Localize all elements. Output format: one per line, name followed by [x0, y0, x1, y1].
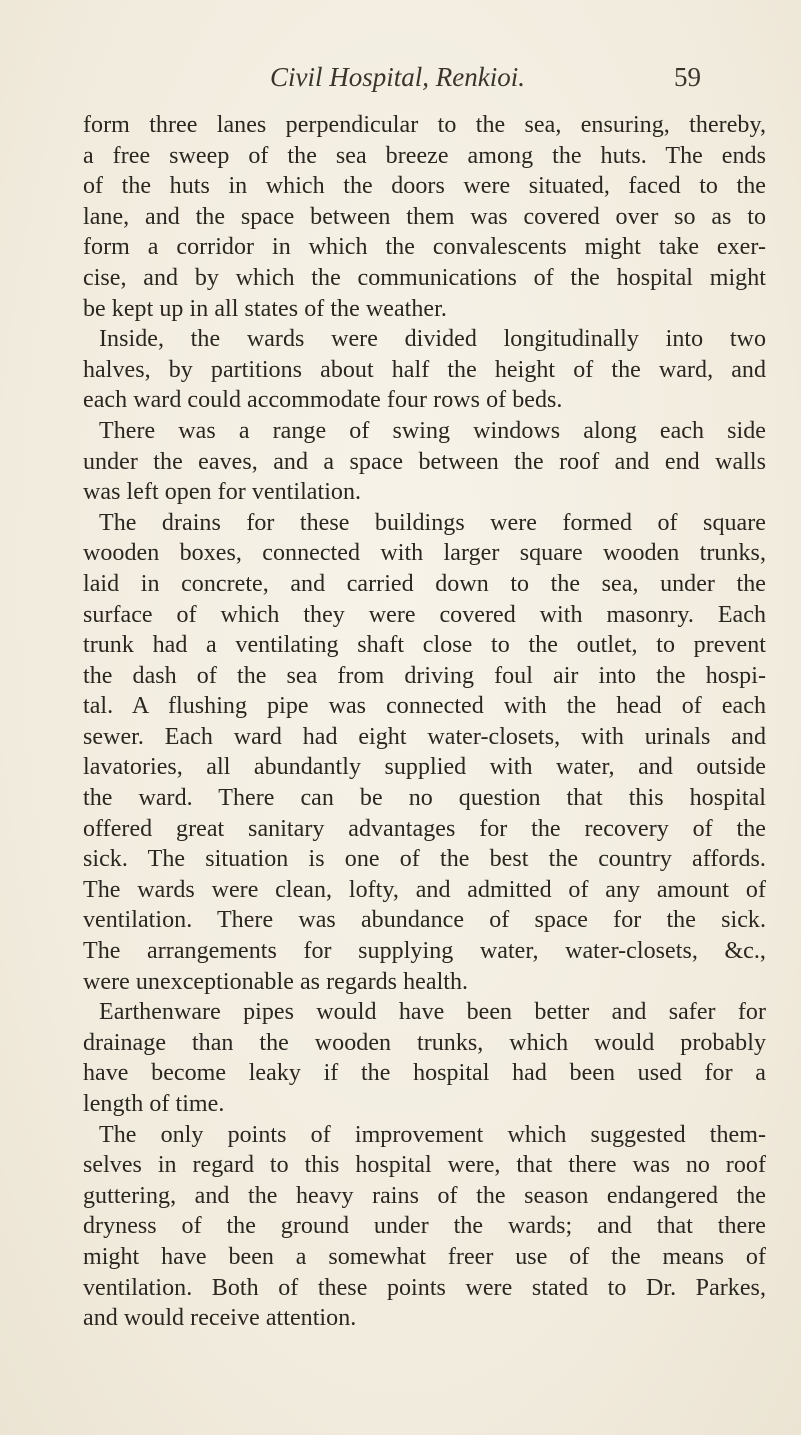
body-text — [83, 110, 766, 1334]
text-line: dryness of the ground under the wards; and that there — [83, 1213, 766, 1240]
text-line: The only points of improvement which suggested them- — [99, 1121, 766, 1148]
text-line: There was a range of swing windows along each side — [99, 417, 766, 444]
text-line: offered great sanitary advantages for the recovery of the — [83, 815, 766, 842]
text-line: guttering, and the heavy rains of the season endangered the — [83, 1182, 766, 1209]
text-line: were unexceptionable as regards health. — [83, 968, 469, 995]
paragraph — [83, 324, 766, 416]
text-line: tal. A flushing pipe was connected with the head of each — [83, 693, 766, 720]
text-line: was left open for ventilation. — [83, 479, 362, 506]
text-line: drainage than the wooden trunks, which would probably — [83, 1029, 766, 1056]
text-line: The drains for these buildings were formed of square — [99, 509, 766, 536]
text-line: form three lanes perpendicular to the sea, ensuring, thereby, — [83, 112, 766, 138]
text-line: Inside, the wards were divided longitudinally into two — [99, 326, 766, 353]
text-line: under the eaves, and a space between the roof and end walls — [83, 448, 766, 475]
text-line: selves in regard to this hospital were, that there was no roof — [83, 1152, 766, 1179]
text-line: lavatories, all abundantly supplied with water, and outside — [83, 754, 766, 781]
running-head — [0, 62, 801, 102]
text-line: The arrangements for supplying water, water-closets, &c., — [83, 938, 766, 965]
text-line: sick. The situation is one of the best the country affords. — [83, 846, 766, 873]
text-line: length of time. — [83, 1091, 225, 1117]
text-line: cise, and by which the communications of the hospital might — [83, 264, 766, 291]
text-line: form a corridor in which the convalescents might take exer- — [83, 234, 766, 261]
paragraph — [83, 997, 766, 1119]
text-line: sewer. Each ward had eight water-closets, with urinals and — [83, 723, 766, 750]
running-title: Civil Hospital, Renkioi. — [270, 62, 525, 92]
text-line: of the huts in which the doors were situated, faced to the — [83, 173, 766, 200]
text-line: might have been a somewhat freer use of the means of — [83, 1243, 766, 1270]
text-line: the ward. There can be no question that this hospital — [83, 785, 766, 812]
text-line: Earthenware pipes would have been better and safer for — [99, 999, 766, 1026]
text-line: and would receive attention. — [83, 1305, 357, 1332]
text-line: the dash of the sea from driving foul air into the hospi- — [83, 662, 766, 689]
text-line: The wards were clean, lofty, and admitted of any amount of — [83, 876, 766, 903]
paragraph — [83, 110, 766, 324]
text-line: halves, by partitions about half the height of the ward, and — [83, 356, 766, 383]
text-line: ventilation. Both of these points were stated to Dr. Parkes, — [83, 1274, 766, 1301]
text-line: surface of which they were covered with masonry. Each — [83, 601, 766, 628]
text-line: ventilation. There was abundance of space for the sick. — [83, 907, 766, 934]
text-line: trunk had a ventilating shaft close to the outlet, to prevent — [83, 632, 766, 659]
text-line: laid in concrete, and carried down to the sea, under the — [83, 570, 766, 597]
text-line: be kept up in all states of the weather. — [83, 295, 447, 322]
text-line: wooden boxes, connected with larger square wooden trunks, — [83, 540, 766, 567]
page-number: 59 — [674, 62, 701, 92]
text-line: have become leaky if the hospital had been used for a — [83, 1060, 766, 1087]
text-line: lane, and the space between them was covered over so as to — [83, 203, 766, 230]
paragraph — [83, 508, 766, 998]
paragraph — [83, 1120, 766, 1334]
paragraph — [83, 416, 766, 508]
text-line: a free sweep of the sea breeze among the huts. The ends — [83, 142, 766, 169]
text-line: each ward could accommodate four rows of beds. — [83, 387, 563, 414]
